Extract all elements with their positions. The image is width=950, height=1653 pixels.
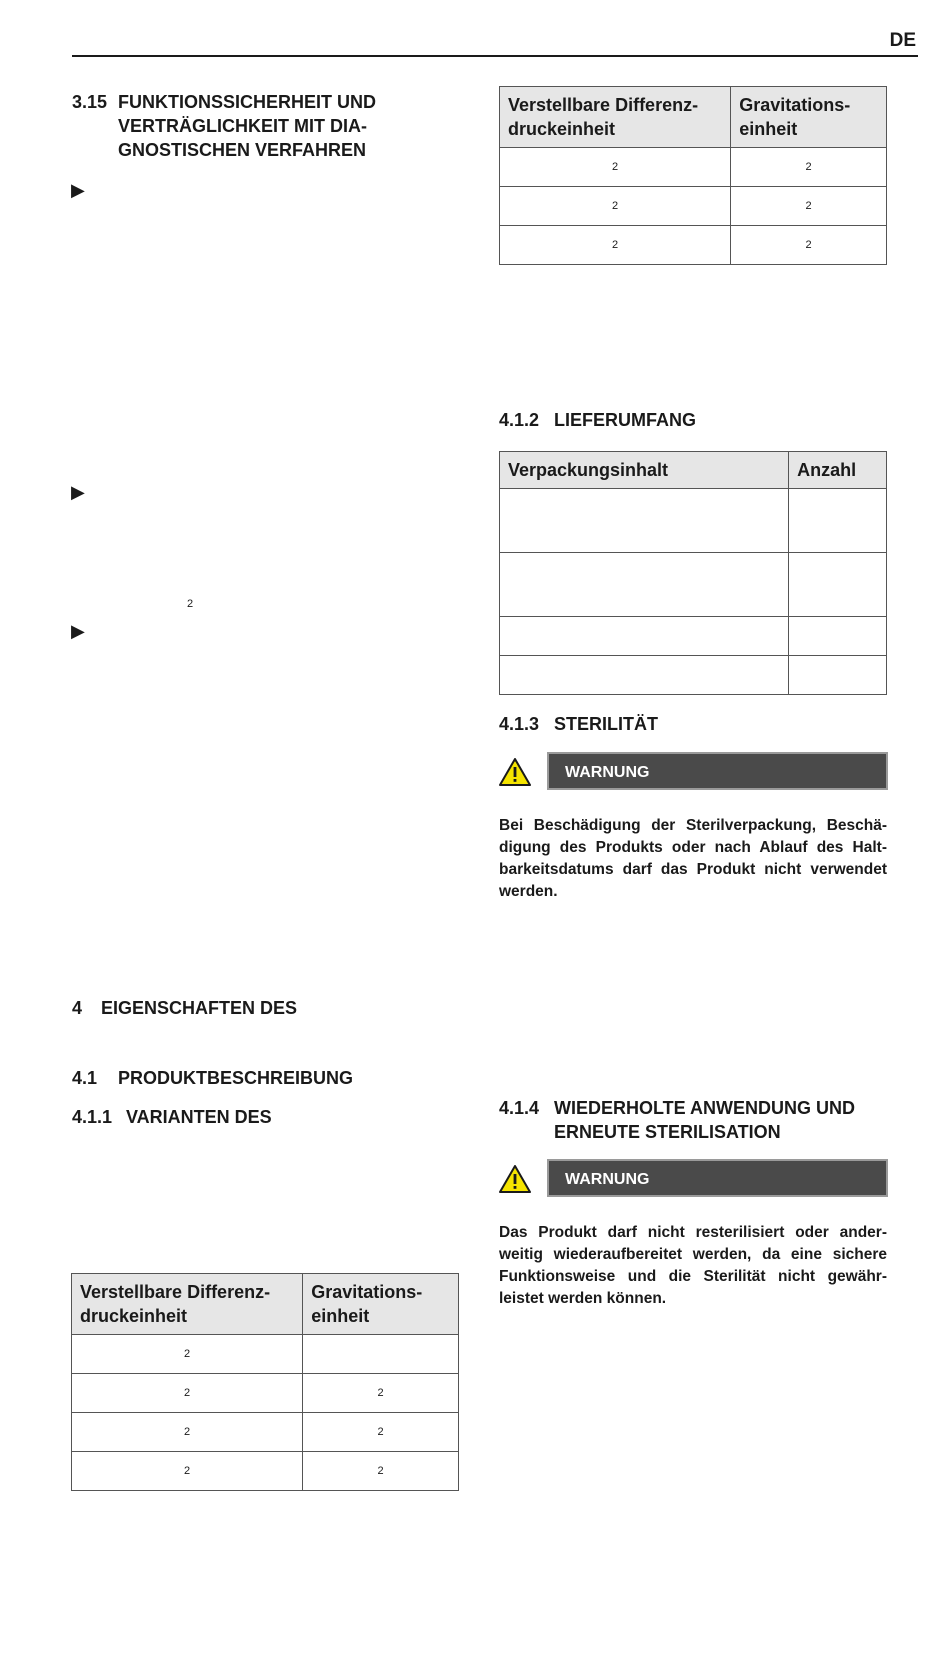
heading-line: FUNKTIONSSICHERHEIT UND [118, 92, 377, 112]
table-header-row [500, 452, 887, 489]
table-cell: 2 [303, 1413, 459, 1452]
section-title: EIGENSCHAFTEN DES [101, 998, 298, 1018]
table-cell: 2 [731, 148, 887, 187]
section-4-1-heading [72, 1066, 353, 1090]
warning-banner: WARNUNG [547, 752, 888, 790]
section-number: 4.1.4 [499, 1098, 540, 1118]
heading-line: VERTRÄGLICHKEIT MIT DIA- [118, 116, 367, 136]
table-cell: 2 [500, 148, 731, 187]
table-cell: 2 [731, 226, 887, 265]
language-code: DE [889, 30, 916, 51]
section-number: 4.1.3 [499, 714, 540, 734]
section-4-heading [72, 996, 297, 1020]
table-cell [789, 656, 887, 695]
table-cell: 2 [500, 187, 731, 226]
table-header-cell: Verstellbare Differenz-druckeinheit [500, 87, 731, 148]
table-row [72, 1452, 459, 1491]
table-header-row [500, 87, 887, 148]
table-row [500, 226, 887, 265]
section-4-1-1-heading [72, 1105, 272, 1129]
table-cell [500, 617, 789, 656]
variants-table-top [499, 86, 887, 265]
section-4-1-4-heading [499, 1096, 899, 1144]
table-header-row [72, 1274, 459, 1335]
table-header-cell: Verpackungsinhalt [500, 452, 789, 489]
warning-text: Das Produkt darf nicht resterilisiert oder ander-weitig wiederaufbereitet werden, da eine sichere Funktionsweise und die Sterilität nicht gewähr-leistet werden können. [499, 1224, 887, 1307]
warning-triangle-icon [498, 757, 532, 787]
warning-triangle-icon [498, 1164, 532, 1194]
heading-line: GNOSTISCHEN VERFAHREN [118, 140, 367, 160]
heading-line: ERNEUTE STERILISATION [554, 1122, 781, 1142]
section-title: LIEFERUMFANG [554, 410, 696, 430]
table-cell: 2 [303, 1452, 459, 1491]
delivery-contents-table [499, 451, 887, 695]
table-cell: 2 [72, 1335, 303, 1374]
section-title: STERILITÄT [554, 714, 658, 734]
table-row [500, 553, 887, 617]
section-title: VARIANTEN DES [126, 1107, 272, 1127]
superscript-2: 2 [187, 598, 194, 610]
table-cell [500, 489, 789, 553]
variants-table [71, 1273, 459, 1491]
table-row [72, 1374, 459, 1413]
table-cell [500, 656, 789, 695]
section-number: 4.1.1 [72, 1107, 113, 1127]
table-cell [500, 553, 789, 617]
table-cell: 2 [72, 1413, 303, 1452]
header-rule [72, 55, 918, 57]
table-row [72, 1413, 459, 1452]
table-cell [789, 617, 887, 656]
section-number: 4 [72, 998, 83, 1018]
section-3-15-heading [72, 90, 452, 162]
warning-text: Bei Beschädigung der Sterilverpackung, Beschä-digung des Produkts oder nach Ablauf des Halt-barkeitsdatums darf das Produkt nicht verwendet werden. [499, 817, 887, 900]
table-header-cell: Verstellbare Differenz-druckeinheit [72, 1274, 303, 1335]
heading-line: WIEDERHOLTE ANWENDUNG UND [554, 1098, 855, 1118]
table-cell [789, 489, 887, 553]
bullet-triangle-icon: ▶ [71, 621, 85, 641]
warning-banner: WARNUNG [547, 1159, 888, 1197]
section-4-1-2-heading [499, 408, 696, 432]
table-row [500, 489, 887, 553]
section-number: 4.1.2 [499, 410, 540, 430]
table-cell: 2 [72, 1452, 303, 1491]
table-cell: 2 [72, 1374, 303, 1413]
table-row [500, 148, 887, 187]
section-number: 3.15 [72, 92, 108, 112]
table-header-cell: Gravitations-einheit [731, 87, 887, 148]
bullet-triangle-icon: ▶ [71, 180, 85, 200]
table-row [500, 187, 887, 226]
bullet-triangle-icon: ▶ [71, 482, 85, 502]
section-number: 4.1 [72, 1068, 98, 1088]
table-cell [303, 1335, 459, 1374]
table-row [500, 656, 887, 695]
table-header-cell: Gravitations-einheit [303, 1274, 459, 1335]
table-cell: 2 [500, 226, 731, 265]
table-header-cell: Anzahl [789, 452, 887, 489]
section-title: PRODUKTBESCHREIBUNG [118, 1068, 354, 1088]
table-cell: 2 [303, 1374, 459, 1413]
table-cell [789, 553, 887, 617]
table-row [500, 617, 887, 656]
table-row [72, 1335, 459, 1374]
section-4-1-3-heading [499, 712, 658, 736]
table-cell: 2 [731, 187, 887, 226]
